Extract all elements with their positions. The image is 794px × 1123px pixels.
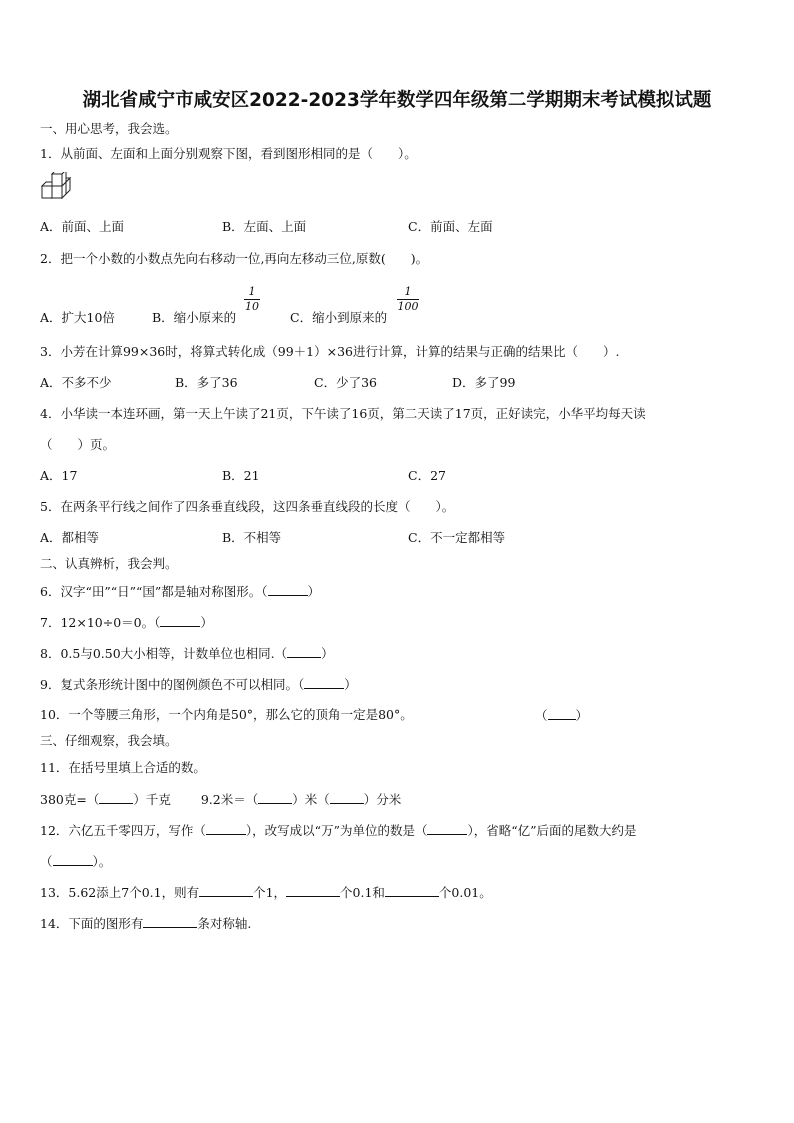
q11-part-4: ）米（ (292, 792, 330, 807)
q11-part-3: 9.2米＝（ (200, 792, 259, 807)
q12-part-5: ）。 (92, 854, 112, 869)
q2-option-b: B．缩小原来的 (152, 310, 237, 325)
q7-answer-blank[interactable] (160, 614, 200, 627)
q4-option-c: C．27 (408, 468, 446, 483)
q8-text: 8．0.5与0.50大小相等，计数单位也相同.（ (40, 646, 288, 661)
q12-part-4: （ (40, 854, 53, 869)
q2-option-c-fraction (397, 286, 419, 313)
q10-answer (535, 707, 588, 724)
q4-option-b: B．21 (222, 468, 260, 483)
q9-answer-blank[interactable] (304, 676, 344, 689)
q7-close: ） (200, 615, 213, 630)
q5-option-b: B．不相等 (222, 530, 282, 545)
q11-blank-kg[interactable] (99, 791, 133, 804)
q6-close: ） (307, 584, 321, 599)
q6-text: 6．汉字“田”“日”“国”都是轴对称图形。（ (40, 584, 268, 599)
q1-option-b: B．左面、上面 (222, 219, 307, 234)
question-4-line-2: （ ）页。 (40, 437, 116, 452)
question-5: 5．在两条平行线之间作了四条垂直线段，这四条垂直线段的长度（ ）。 (40, 499, 455, 514)
section-heading-2: 二、认真辨析，我会判。 (40, 556, 178, 571)
section-heading-1: 一、用心思考，我会选。 (40, 121, 178, 136)
q8-answer-blank[interactable] (287, 645, 321, 658)
q10-open: （ (535, 708, 548, 723)
q13-part-3: 个0.1和 (340, 885, 385, 900)
question-1: 1．从前面、左面和上面分别观察下图，看到图形相同的是（ ）。 (40, 146, 417, 161)
fraction-numerator: 1 (404, 285, 412, 298)
q14-part-2: 条对称轴. (197, 916, 252, 931)
question-13 (40, 884, 492, 901)
q3-option-d: D．多了99 (452, 375, 516, 390)
q9-close: ） (344, 677, 357, 692)
q1-option-a: A．前面、上面 (40, 219, 125, 234)
q11-part-1: 380克=（ (40, 792, 100, 807)
q13-blank-ones[interactable] (199, 884, 253, 897)
q12-part-3: ），省略“亿”后面的尾数大约是 (467, 823, 637, 838)
question-10: 10．一个等腰三角形，一个内角是50°，那么它的顶角一定是80°。 (40, 707, 413, 722)
q13-blank-tenths[interactable] (286, 884, 340, 897)
question-12-line-1 (40, 822, 637, 839)
q12-part-1: 12．六亿五千零四万，写作（ (40, 823, 206, 838)
q11-blank-m[interactable] (258, 791, 292, 804)
q2-option-a: A．扩大10倍 (40, 310, 115, 325)
q7-text: 7．12×10÷0＝0。（ (40, 615, 161, 630)
q12-part-2: ），改写成以“万”为单位的数是（ (245, 823, 428, 838)
q9-text: 9．复式条形统计图中的图例颜色不可以相同。（ (40, 677, 305, 692)
question-8 (40, 645, 334, 662)
q10-answer-blank[interactable] (548, 707, 576, 720)
q11-part-2: ）千克 (133, 792, 171, 807)
q5-option-a: A．都相等 (40, 530, 100, 545)
q13-part-2: 个1， (253, 885, 287, 900)
q14-blank-axes[interactable] (143, 915, 197, 928)
question-11: 11．在括号里填上合适的数。 (40, 760, 206, 775)
q8-close: ） (321, 646, 334, 661)
q3-option-b: B．多了36 (175, 375, 238, 390)
page-title: 湖北省咸宁市咸安区2022-2023学年数学四年级第二学期期末考试模拟试题 (82, 90, 712, 111)
q14-part-1: 14．下面的图形有 (40, 916, 144, 931)
q11-part-5: ）分米 (363, 792, 402, 807)
q3-option-a: A．不多不少 (40, 375, 112, 390)
question-2: 2．把一个小数的小数点先向右移动一位,再向左移动三位,原数( )。 (40, 251, 429, 266)
q12-blank-yi[interactable] (53, 853, 93, 866)
q12-blank-wan[interactable] (427, 822, 467, 835)
section-heading-3: 三、仔细观察，我会填。 (40, 733, 178, 748)
q11-blank-dm[interactable] (330, 791, 364, 804)
question-11-blanks (40, 791, 401, 808)
q12-blank-written[interactable] (206, 822, 246, 835)
q13-part-1: 13．5.62添上7个0.1，则有 (40, 885, 200, 900)
fraction-denominator: 10 (245, 300, 259, 313)
q2-option-c: C．缩小到原来的 (290, 310, 388, 325)
question-9 (40, 676, 357, 693)
question-3: 3．小芳在计算99×36时，将算式转化成（99＋1）×36进行计算，计算的结果与正确的结果比（ ）. (40, 344, 620, 359)
fraction-denominator: 100 (397, 300, 419, 313)
q2-option-b-fraction (244, 286, 260, 313)
question-12-line-2 (40, 853, 111, 870)
question-6 (40, 583, 320, 600)
q3-option-c: C．少了36 (314, 375, 377, 390)
cube-stack-figure (40, 172, 76, 204)
fraction-numerator: 1 (248, 285, 256, 298)
q6-answer-blank[interactable] (268, 583, 308, 596)
question-14 (40, 915, 251, 932)
q10-close: ） (575, 708, 589, 723)
question-4-line-1: 4．小华读一本连环画，第一天上午读了21页，下午读了16页，第二天读了17页，正好读完，小华平均每天读 (40, 406, 646, 421)
q1-option-c: C．前面、左面 (408, 219, 493, 234)
question-7 (40, 614, 213, 631)
q4-option-a: A．17 (40, 468, 78, 483)
q5-option-c: C．不一定都相等 (408, 530, 506, 545)
q13-blank-hundredths[interactable] (385, 884, 439, 897)
q13-part-4: 个0.01。 (438, 885, 492, 900)
